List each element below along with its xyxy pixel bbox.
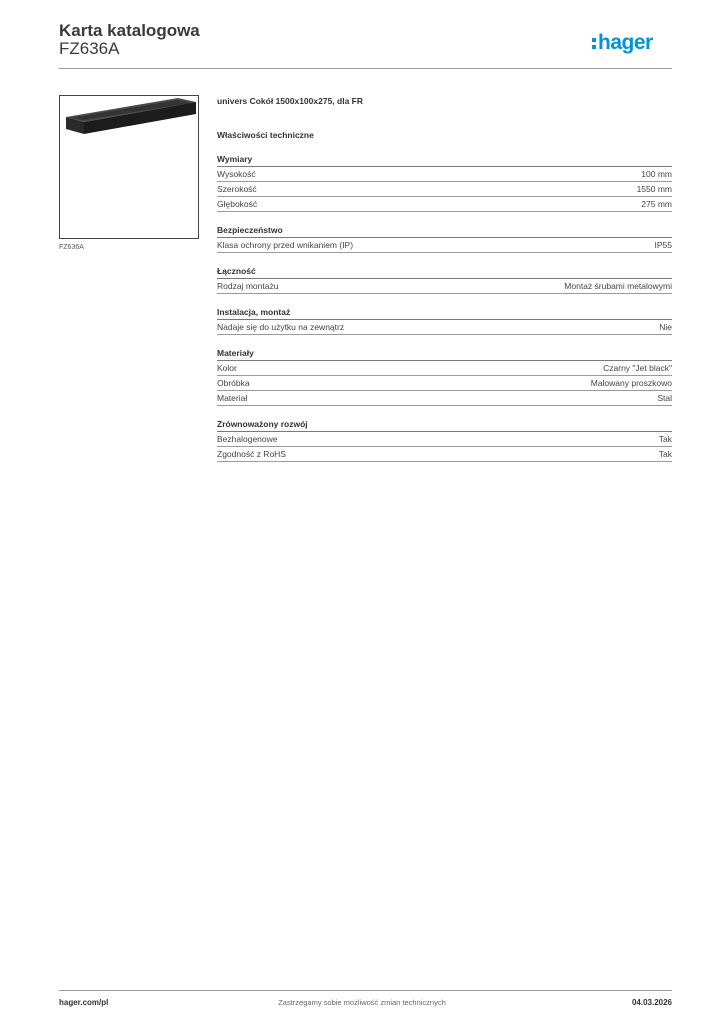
group-dimensions xyxy=(217,153,672,212)
spec-label: Wysokość xyxy=(217,169,256,179)
footer-website-link[interactable]: hager.com/pl xyxy=(59,998,109,1007)
spec-label: Nadaje się do użytku na zewnątrz xyxy=(217,322,345,332)
spec-value: 1550 mm xyxy=(636,184,672,194)
group-materials xyxy=(217,347,672,406)
spec-value: IP55 xyxy=(654,240,672,250)
product-code: FZ636A xyxy=(59,39,120,58)
group-title: Bezpieczeństwo xyxy=(217,224,672,238)
hager-logo xyxy=(592,30,674,56)
spec-row xyxy=(217,279,672,294)
spec-label: Bezhalogenowe xyxy=(217,434,278,444)
group-safety xyxy=(217,224,672,253)
footer-disclaimer: Zastrzegamy sobie możliwość zmian technicznych xyxy=(278,998,446,1007)
spec-label: Szerokość xyxy=(217,184,257,194)
spec-value: Tak xyxy=(658,434,672,444)
spec-label: Zgodność z RoHS xyxy=(217,449,286,459)
spec-row xyxy=(217,320,672,335)
spec-row xyxy=(217,432,672,447)
spec-row xyxy=(217,447,672,462)
spec-content xyxy=(217,95,672,462)
product-image-caption: FZ636A xyxy=(59,244,84,251)
spec-label: Materiał xyxy=(217,393,248,403)
spec-row xyxy=(217,238,672,253)
spec-value: Malowany proszkowo xyxy=(590,378,672,388)
header-divider xyxy=(59,68,672,69)
spec-row xyxy=(217,167,672,182)
footer-date: 04.03.2026 xyxy=(631,998,672,1007)
footer-divider xyxy=(59,990,672,991)
spec-value: Nie xyxy=(659,322,672,332)
group-sustainability xyxy=(217,418,672,462)
spec-value: Tak xyxy=(658,449,672,459)
spec-label: Obróbka xyxy=(217,378,250,388)
spec-row xyxy=(217,361,672,376)
spec-row xyxy=(217,391,672,406)
spec-row xyxy=(217,182,672,197)
group-title: Zrównoważony rozwój xyxy=(217,418,672,432)
spec-row xyxy=(217,376,672,391)
spec-value: Montaż śrubami metalowymi xyxy=(564,281,672,291)
group-connectivity xyxy=(217,265,672,294)
page-title: Karta katalogowa xyxy=(59,21,200,40)
group-title: Wymiary xyxy=(217,153,672,167)
logo-text: hager xyxy=(598,31,653,54)
group-title: Materiały xyxy=(217,347,672,361)
group-title: Instalacja, montaż xyxy=(217,306,672,320)
spec-label: Klasa ochrony przed wnikaniem (IP) xyxy=(217,240,354,250)
spec-row xyxy=(217,197,672,212)
group-title: Łączność xyxy=(217,265,672,279)
group-installation xyxy=(217,306,672,335)
spec-value: 100 mm xyxy=(641,169,672,179)
product-name: univers Cokół 1500x100x275, dla FR xyxy=(217,96,363,106)
spec-value: 275 mm xyxy=(641,199,672,209)
spec-label: Rodzaj montażu xyxy=(217,281,279,291)
spec-label: Kolor xyxy=(217,363,237,373)
spec-value: Stal xyxy=(657,393,672,403)
spec-value: Czarny "Jet black" xyxy=(603,363,672,373)
spec-label: Głębokość xyxy=(217,199,258,209)
product-image xyxy=(59,95,199,239)
properties-heading: Właściwości techniczne xyxy=(217,130,314,140)
